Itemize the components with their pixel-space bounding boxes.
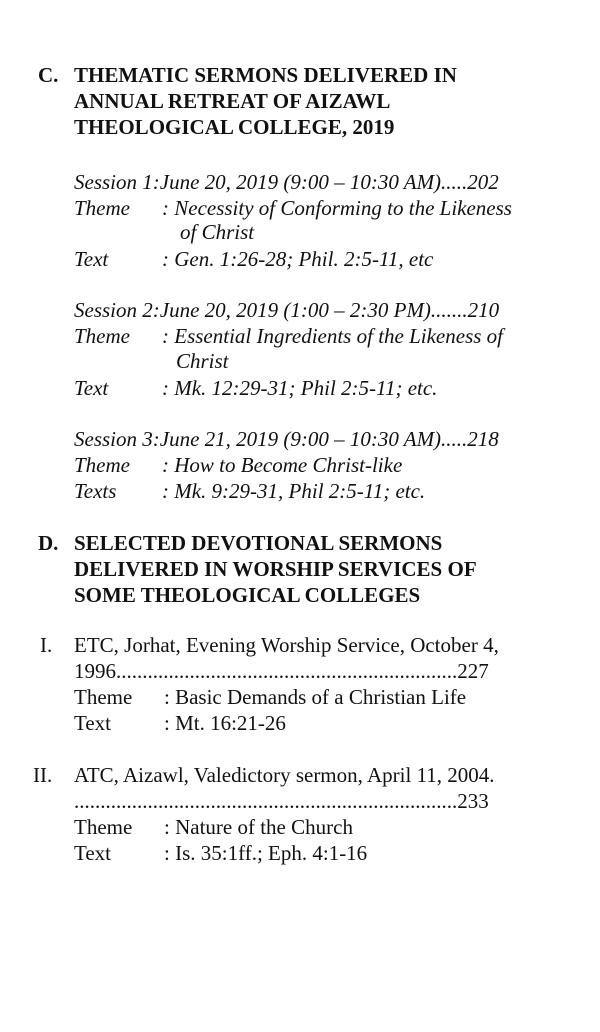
session-3-text-value: : Mk. 9:29-31, Phil 2:5-11; etc. [162, 479, 426, 503]
session-1-theme-label: Theme [74, 196, 130, 220]
session-2-theme-line-1: : Essential Ingredients of the Likeness of [162, 324, 504, 348]
entry-1-line-2: 1996.................................................................227 [74, 659, 489, 683]
session-2-text-value: : Mk. 12:29-31; Phil 2:5-11; etc. [162, 376, 438, 400]
entry-1-text-value: : Mt. 16:21-26 [164, 711, 286, 735]
entry-2-text-label: Text [74, 841, 112, 865]
entry-1-numeral: I. [40, 633, 53, 657]
section-d-title-line-3: SOME THEOLOGICAL COLLEGES [74, 583, 421, 607]
section-d-title-line-2: DELIVERED IN WORSHIP SERVICES OF [74, 557, 477, 581]
session-1-text-value: : Gen. 1:26-28; Phil. 2:5-11, etc [162, 247, 434, 271]
section-c-title-line-3: THEOLOGICAL COLLEGE, 2019 [74, 115, 395, 139]
entry-2-numeral: II. [33, 763, 53, 787]
session-2-theme-line-2: Christ [176, 349, 229, 373]
section-d-title-line-1: SELECTED DEVOTIONAL SERMONS [74, 531, 443, 555]
entry-2-theme-value: : Nature of the Church [164, 815, 353, 839]
session-1-text-label: Text [74, 247, 109, 271]
entry-1-line-1: ETC, Jorhat, Evening Worship Service, October 4, [74, 633, 499, 657]
session-2-theme-label: Theme [74, 324, 130, 348]
session-1-theme-line-1: : Necessity of Conforming to the Likeness [162, 196, 512, 220]
entry-2-line-2: .........................................................................233 [74, 789, 489, 813]
session-3-theme-line-1: : How to Become Christ-like [162, 453, 403, 477]
section-c-title-line-1: THEMATIC SERMONS DELIVERED IN [74, 63, 457, 87]
section-c-letter: C. [38, 63, 59, 87]
entry-2-text-value: : Is. 35:1ff.; Eph. 4:1-16 [164, 841, 368, 865]
session-3-heading: Session 3:June 21, 2019 (9:00 – 10:30 AM).....218 [74, 427, 499, 451]
session-3-theme-label: Theme [74, 453, 130, 477]
entry-2-line-1: ATC, Aizawl, Valedictory sermon, April 11, 2004. [74, 763, 495, 787]
section-d-letter: D. [38, 531, 59, 555]
session-2-heading: Session 2:June 20, 2019 (1:00 – 2:30 PM).......210 [74, 298, 500, 322]
session-2-text-label: Text [74, 376, 109, 400]
session-1-heading: Session 1:June 20, 2019 (9:00 – 10:30 AM).....202 [74, 170, 499, 194]
entry-1-theme-value: : Basic Demands of a Christian Life [164, 685, 467, 709]
entry-2-theme-label: Theme [74, 815, 133, 839]
session-3-text-label: Texts [74, 479, 117, 503]
session-1-theme-line-2: of Christ [180, 220, 255, 244]
section-c-title-line-2: ANNUAL RETREAT OF AIZAWL [74, 89, 391, 113]
entry-1-theme-label: Theme [74, 685, 133, 709]
entry-1-text-label: Text [74, 711, 112, 735]
